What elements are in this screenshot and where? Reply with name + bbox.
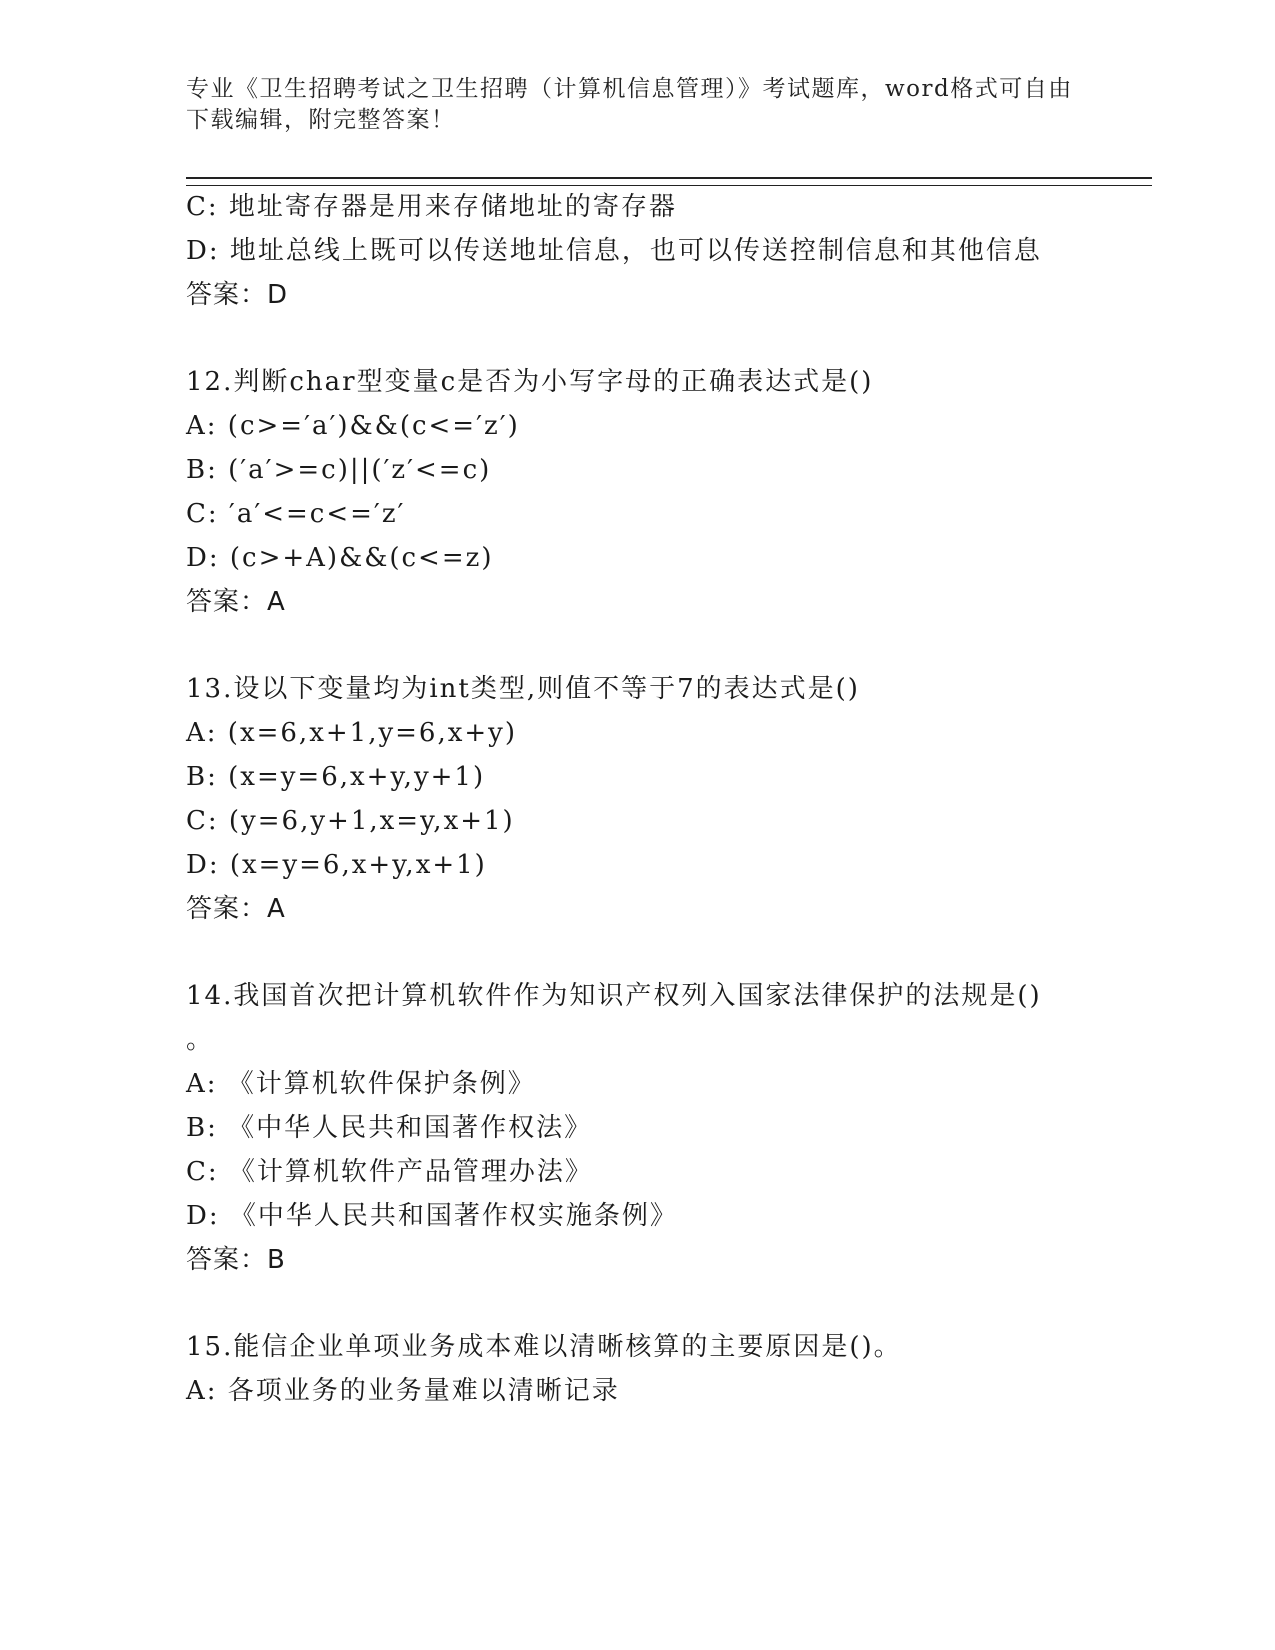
option-line: C: 地址寄存器是用来存储地址的寄存器 (186, 192, 677, 222)
header-divider (186, 177, 1152, 186)
option-line: A: 《计算机软件保护条例》 (186, 1069, 536, 1099)
option-line: A: 各项业务的业务量难以清晰记录 (186, 1376, 620, 1406)
page-header: 专业《卫生招聘考试之卫生招聘（计算机信息管理）》考试题库，word格式可自由下载编辑，附完整答案！ (186, 76, 1073, 133)
option-line: A: (c>=′a′)&&(c<=′z′) (186, 411, 520, 441)
option-line: C: 《计算机软件产品管理办法》 (186, 1157, 593, 1187)
answer-line: 答案：A (186, 587, 286, 617)
option-line: D: (c>+A)&&(c<=z) (186, 543, 494, 573)
option-line: B: (′a′>=c)||(′z′<=c) (186, 455, 492, 485)
option-line: B: 《中华人民共和国著作权法》 (186, 1113, 593, 1143)
question-line: 13.设以下变量均为int类型,则值不等于7的表达式是() (186, 674, 860, 704)
question-line: 12.判断char型变量c是否为小写字母的正确表达式是() (186, 367, 874, 397)
option-line: D: (x=y=6,x+y,x+1) (186, 850, 487, 880)
option-line: D: 《中华人民共和国著作权实施条例》 (186, 1201, 678, 1231)
answer-line: 答案：B (186, 1245, 286, 1275)
question-line: 15.能信企业单项业务成本难以清晰核算的主要原因是()。 (186, 1332, 902, 1362)
option-line: D: 地址总线上既可以传送地址信息，也可以传送控制信息和其他信息 (186, 236, 1042, 266)
option-line: C: ′a′<=c<=′z′ (186, 499, 406, 529)
question-line: 14.我国首次把计算机软件作为知识产权列入国家法律保护的法规是() (186, 981, 1042, 1011)
question-line-continuation: 。 (186, 1025, 215, 1055)
option-line: A: (x=6,x+1,y=6,x+y) (186, 718, 518, 748)
option-line: B: (x=y=6,x+y,y+1) (186, 762, 486, 792)
option-line: C: (y=6,y+1,x=y,x+1) (186, 806, 515, 836)
answer-line: 答案：A (186, 894, 286, 924)
answer-line: 答案：D (186, 280, 289, 310)
